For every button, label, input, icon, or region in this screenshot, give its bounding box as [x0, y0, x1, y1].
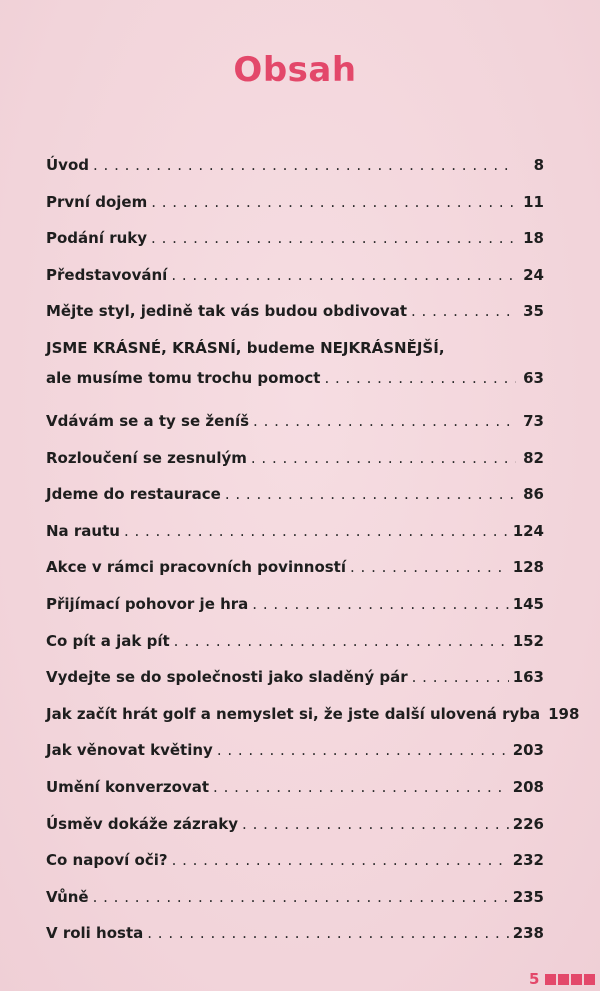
toc-entry-page: 86 — [523, 485, 544, 504]
toc-entry-page: 226 — [512, 814, 544, 833]
dot-leader — [242, 809, 509, 839]
toc-entry-label: Akce v rámci pracovních povinností — [46, 558, 346, 577]
toc-entry-page: 82 — [523, 448, 544, 467]
page-title: Obsah — [233, 50, 357, 90]
toc-entry-label: Úsměv dokáže zázraky — [46, 814, 239, 833]
toc-entry-label: Umění konverzovat — [46, 777, 210, 796]
toc-entry — [46, 150, 544, 187]
dot-leader — [151, 187, 516, 217]
toc-entry-label: Úvod — [46, 156, 90, 174]
toc-entry — [46, 296, 544, 333]
toc-entry — [46, 589, 544, 626]
toc-entry-page: 73 — [523, 411, 544, 430]
toc-entry — [46, 845, 544, 882]
toc-entry — [46, 809, 544, 846]
toc-entry-page: 63 — [523, 368, 544, 387]
toc-entry-page: 235 — [512, 887, 544, 906]
toc-entry-page: 124 — [512, 521, 544, 540]
toc-entry-page: 24 — [523, 265, 544, 284]
dot-leader — [251, 443, 516, 473]
decorative-square — [571, 974, 582, 985]
toc-entry — [46, 443, 544, 480]
toc-entry-label: Co napoví oči? — [46, 851, 168, 870]
toc-entry-label: Rozloučení se zesnulým — [46, 448, 247, 467]
toc-entry-label: V roli hosta — [46, 924, 144, 943]
dot-leader — [350, 552, 509, 582]
toc-entry-label: Jak věnovat květiny — [46, 741, 213, 760]
dot-leader — [174, 626, 509, 656]
toc-entry-label: Na rautu — [46, 521, 120, 540]
dot-leader — [147, 918, 508, 948]
toc-entry — [46, 882, 544, 919]
dot-leader — [93, 882, 509, 912]
toc-entry — [46, 479, 544, 516]
toc-entry — [46, 260, 544, 297]
toc-entry-page: 152 — [512, 631, 544, 650]
toc-entry-label: Mějte styl, jedině tak vás budou obdivovat — [46, 302, 407, 321]
dot-leader — [172, 845, 509, 875]
dot-leader — [213, 772, 509, 802]
dot-leader — [124, 516, 509, 546]
dot-leader — [171, 260, 516, 290]
toc-entry-label: Podání ruky — [46, 229, 148, 248]
dot-leader — [411, 296, 516, 326]
dot-leader — [324, 363, 516, 393]
table-of-contents — [46, 150, 580, 955]
decorative-square — [558, 974, 569, 985]
toc-entry-page: 203 — [512, 741, 544, 760]
toc-entry-page: 232 — [512, 851, 544, 870]
decorative-square — [584, 974, 595, 985]
toc-entry — [46, 699, 580, 736]
toc-entry — [46, 406, 544, 443]
toc-entry-page: 238 — [512, 924, 544, 943]
toc-entry-page: 35 — [523, 302, 544, 321]
dot-leader — [93, 150, 516, 180]
toc-entry-label: Vůně — [46, 887, 89, 906]
toc-entry-page: 208 — [512, 777, 544, 796]
toc-entry-label: Vydejte se do společnosti jako sladěný pár — [46, 668, 408, 687]
toc-entry-label: Přijímací pohovor je hra — [46, 594, 249, 613]
toc-entry-page: 18 — [523, 229, 544, 248]
dot-leader — [151, 223, 516, 253]
toc-entry-label: Jdeme do restaurace — [46, 485, 221, 504]
toc-entry-page: 163 — [512, 668, 544, 687]
toc-entry-page: 145 — [512, 594, 544, 613]
dot-leader — [225, 479, 516, 509]
toc-entry-label: Představování — [46, 265, 168, 284]
toc-entry — [46, 552, 544, 589]
toc-entry-label: První dojem — [46, 192, 148, 211]
toc-entry-label: Vdávám se a ty se ženíš — [46, 411, 250, 430]
dot-leader — [252, 589, 508, 619]
toc-entry — [46, 918, 544, 955]
dot-leader — [412, 662, 509, 692]
page-footer — [529, 969, 597, 989]
toc-entry-label-line1: JSME KRÁSNÉ, KRÁSNÍ, budeme NEJKRÁSNĚJŠÍ, — [46, 338, 445, 357]
dot-leader — [253, 406, 516, 436]
dot-leader — [217, 735, 509, 765]
toc-entry — [46, 223, 544, 260]
toc-entry — [46, 772, 544, 809]
toc-entry — [46, 626, 544, 663]
toc-entry — [46, 187, 544, 224]
toc-entry — [46, 333, 544, 406]
toc-entry — [46, 735, 544, 772]
toc-entry — [46, 516, 544, 553]
toc-entry-label: Jak začít hrát golf a nemyslet si, že jste další ulovená ryba — [46, 704, 541, 723]
toc-entry-page: 8 — [533, 156, 544, 174]
decorative-square — [545, 974, 556, 985]
toc-entry-page: 128 — [512, 558, 544, 577]
toc-entry — [46, 662, 544, 699]
toc-entry-label: Co pít a jak pít — [46, 631, 170, 650]
toc-entry-page: 11 — [523, 192, 544, 211]
toc-entry-page: 198 — [548, 704, 580, 723]
toc-entry-label: ale musíme tomu trochu pomoct — [46, 368, 321, 387]
page-number: 5 — [529, 970, 540, 988]
